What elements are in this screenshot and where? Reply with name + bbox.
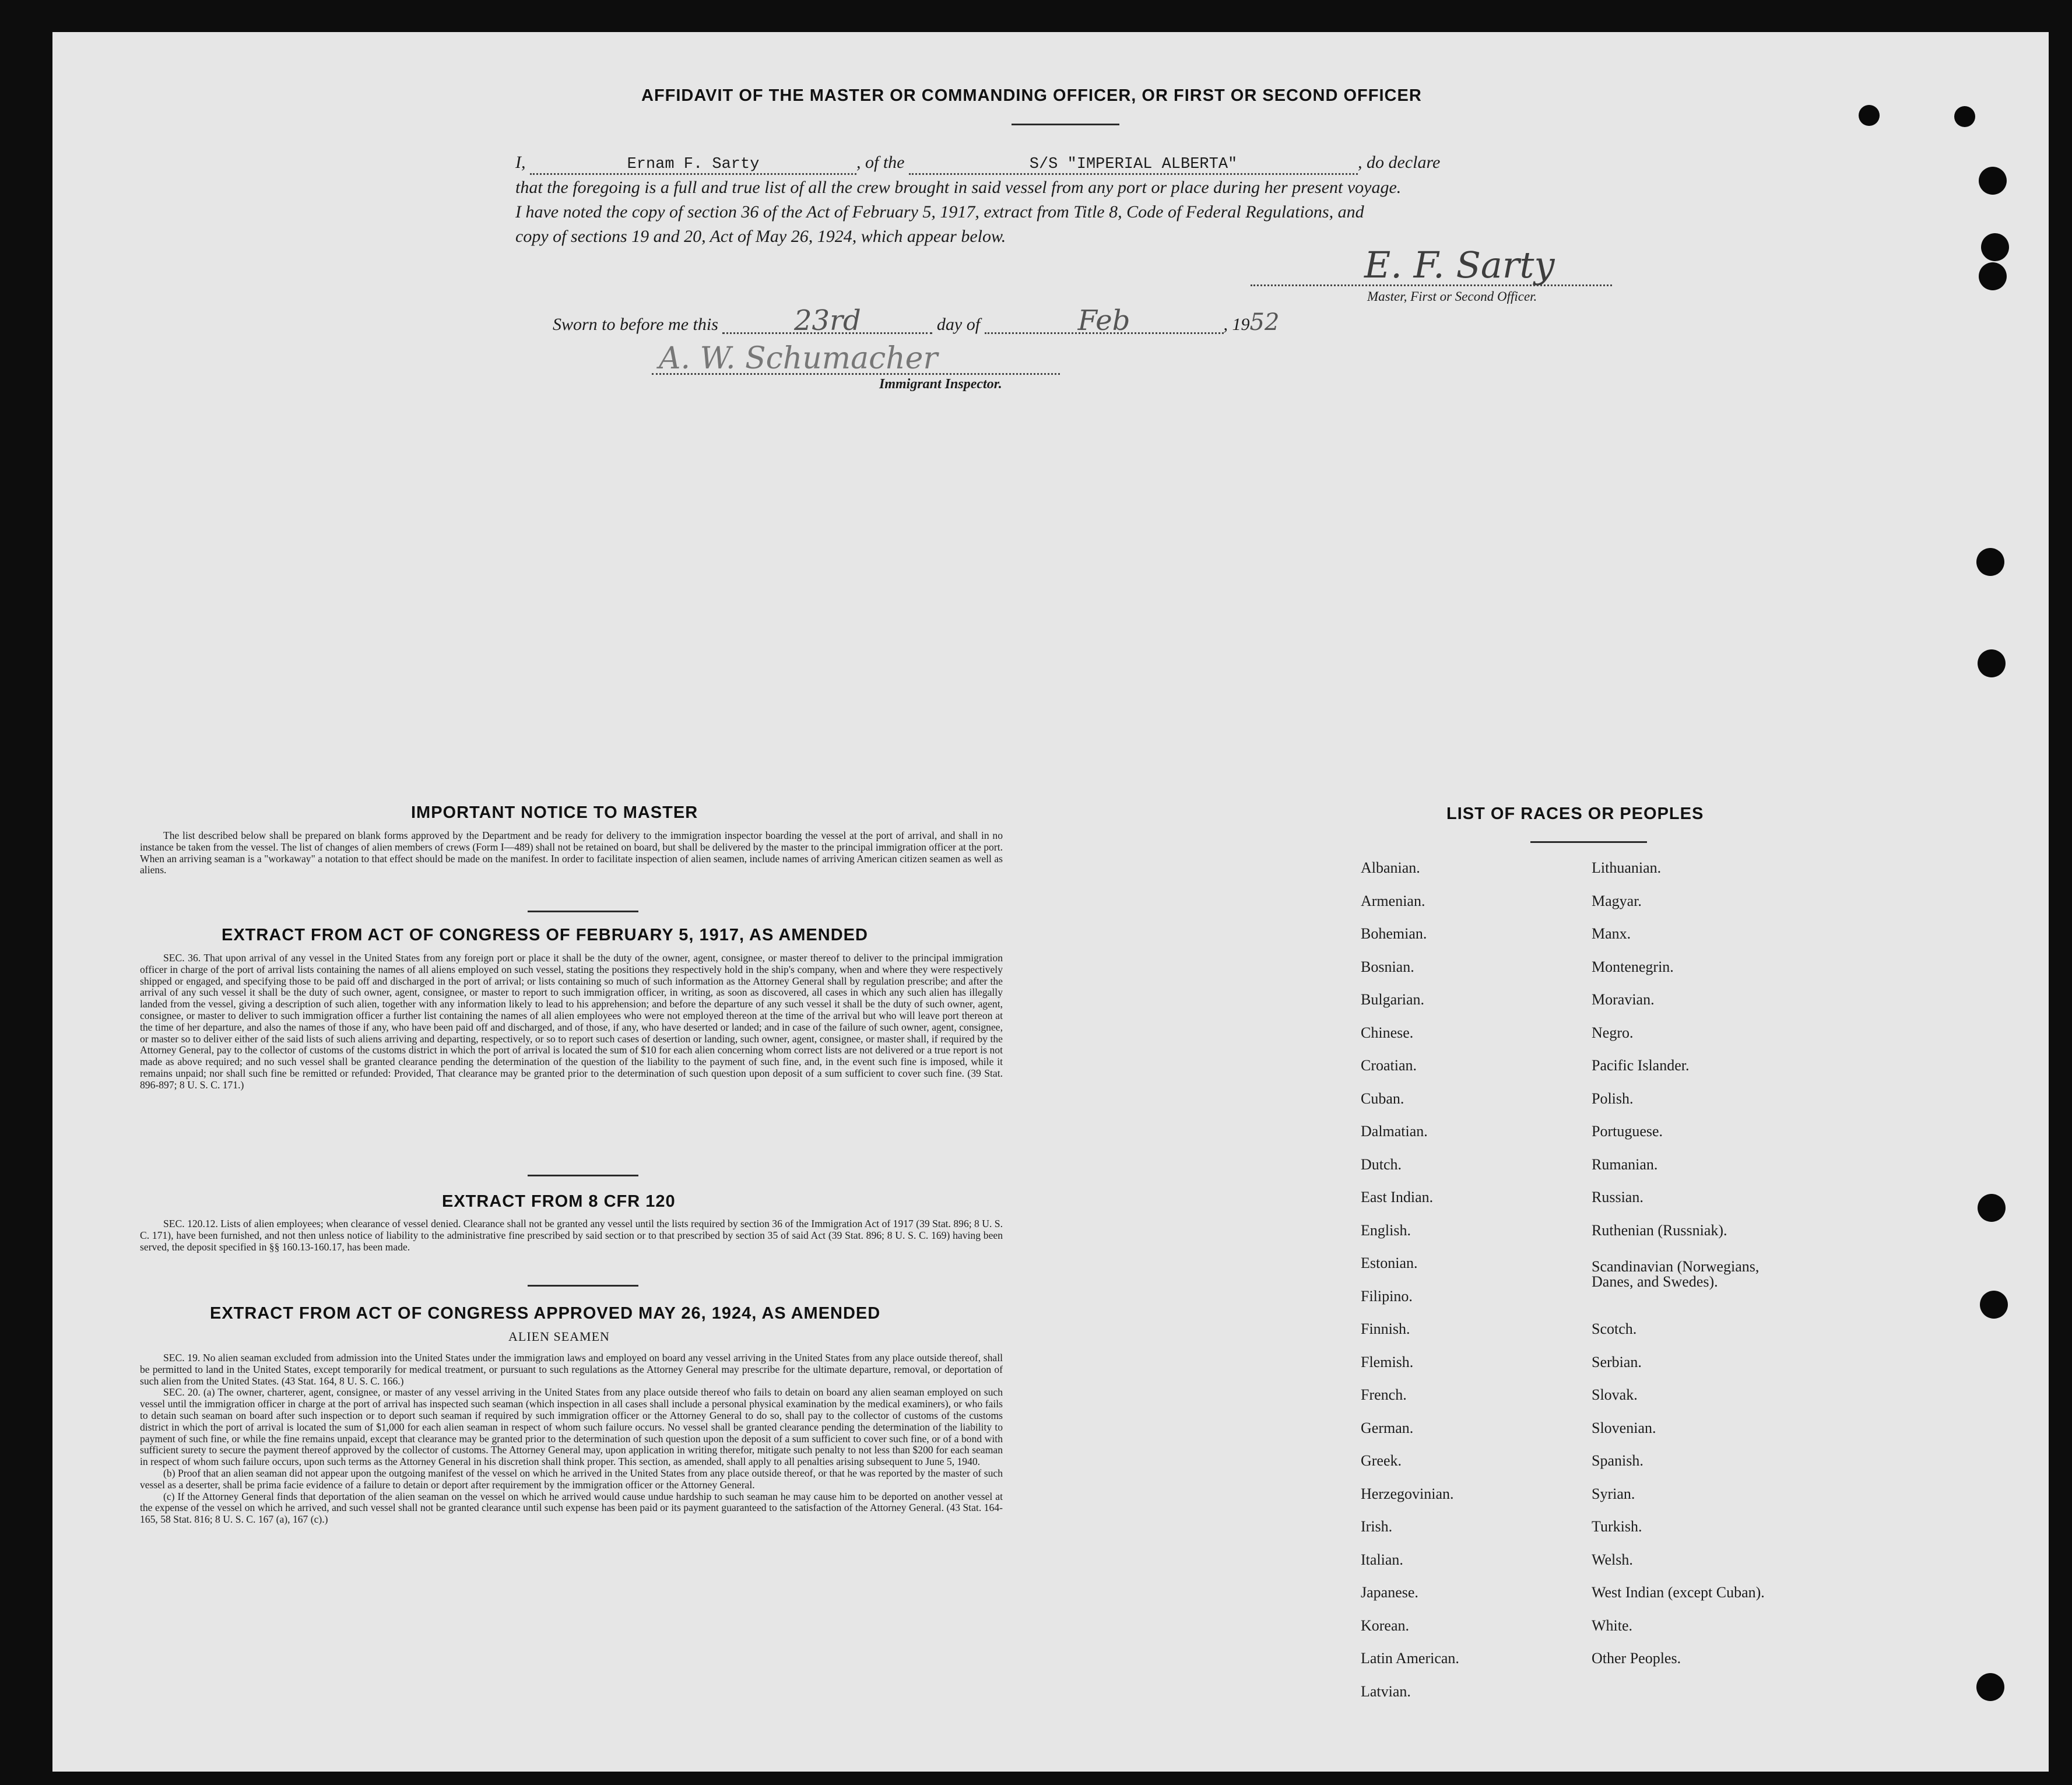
race-item: Bulgarian. bbox=[1361, 991, 1425, 1008]
master-signature: E. F. Sarty bbox=[1364, 244, 1555, 286]
race-item: Rumanian. bbox=[1592, 1155, 1658, 1173]
race-item: Spanish. bbox=[1592, 1452, 1643, 1469]
race-item: Herzegovinian. bbox=[1361, 1485, 1454, 1502]
do-declare-label: , do declare bbox=[1358, 153, 1441, 172]
affidavit-line-2: that the foregoing is a full and true list of all the crew brought in said vessel from any port or place during her present voyage. bbox=[515, 178, 1402, 197]
race-item: Latin American. bbox=[1361, 1650, 1459, 1667]
race-item: Dutch. bbox=[1361, 1155, 1402, 1173]
sec-20c: (c) If the Attorney General finds that deportation of the alien seaman on the vessel on which he arrived would cause undue hardship to such seaman he may cause him to be deported on another vessel at the expense of the vessel on which he arrived, and such vessel shall not be granted clearance until such expense has been paid or its payment guaranteed to the satisfaction of the Attorney General. (43 Stat. 164-165, 58 Stat. 816; 8 U. S. C. 167 (a), 167 (c).) bbox=[140, 1490, 1003, 1526]
extract-1924-text bbox=[140, 1352, 1003, 1526]
master-name-field: Ernam F. Sarty bbox=[530, 156, 856, 175]
race-item: Croatian. bbox=[1361, 1057, 1417, 1074]
divider bbox=[528, 1285, 638, 1287]
extract-1917-text: SEC. 36. That upon arrival of any vessel in the United States from any foreign port or place it shall be the duty of the owner, agent, consignee, or master thereof to deliver to the principal immigration officer in charge of the port of arrival lists containing the names of all aliens employed on such vessel, stating the positions they respectively hold in the ship's company, when and where they were respectively shipped or engaged, and specifying those to be paid off and discharged in the port of arrival; or lists containing so much of such information as the Attorney General shall by regulation prescribe; and after the arrival of any such vessel it shall be the duty of such owner, agent, consignee, or master to report to such immigration officer, in writing, as soon as discovered, all cases in which any such alien has illegally landed from the vessel, giving a description of such alien, together with any information likely to lead to his apprehension; and before the departure of any such vessel it shall be the duty of such owner, agent, consignee, or master to deliver to such immigration officer a further list containing the names of all alien employees who were not employed thereon at the time of the arrival but who will leave port thereon at the time of her departure, and also the names of those if any, who have been paid off and discharged, and of those, if any, who have deserted or landed; and in case of the failure of such owner, agent, consignee, or master so to deliver either of the said lists of such aliens arriving and departing, respectively, or so to report such cases of desertion or landing, such owner, agent, consignee, or master shall, if required by the Attorney General, pay to the collector of customs of the customs district in which the port of arrival is located the sum of $10 for each alien concerning whom correct lists are not delivered or a true report is not made as above required; and no such vessel shall be granted clearance pending the determination of the question of the liability to the payment of such fine, and, in the event such fine is imposed, while it remains unpaid; nor shall such fine be remitted or refunded: Provided, That clearance may be granted prior to the determination of such question upon deposit of a sum sufficient to cover such fine. (39 Stat. 896-897; 8 U. S. C. 171.) bbox=[140, 952, 1003, 1091]
race-item: West Indian (except Cuban). bbox=[1592, 1584, 1765, 1601]
sworn-day-field: 23rd bbox=[722, 309, 932, 334]
race-item: Cuban. bbox=[1361, 1090, 1404, 1107]
punch-hole bbox=[1954, 106, 1975, 127]
alien-seamen-subtitle: ALIEN SEAMEN bbox=[508, 1329, 610, 1344]
race-item: Polish. bbox=[1592, 1090, 1634, 1107]
inspector-signature-line bbox=[652, 373, 1060, 375]
affidavit-line-3: I have noted the copy of section 36 of the Act of February 5, 1917, extract from Title 8, Code of Federal Regulations, and bbox=[515, 202, 1364, 222]
race-item: Portuguese. bbox=[1592, 1123, 1663, 1140]
sworn-label: Sworn to before me this bbox=[553, 315, 718, 334]
race-item: White. bbox=[1592, 1617, 1633, 1634]
race-item: Danes, and Swedes). bbox=[1592, 1273, 1718, 1290]
inspector-caption: Immigrant Inspector. bbox=[879, 377, 1002, 392]
of-the-label: , of the bbox=[856, 153, 905, 172]
race-item: Syrian. bbox=[1592, 1485, 1635, 1502]
notice-text: The list described below shall be prepared on blank forms approved by the Department and be ready for delivery to the immigration inspector boarding the vessel at the port of arrival, and shall in no instance be taken from the vessel. The list of changes of alien members of crews (Form I—489) shall not be retained on board, but shall be delivered by the master to the principal immigration officer at the port. When an arriving seaman is a "workaway" a notation to that effect should be made on the manifest. In order to facilitate inspection of alien seamen, include names of arriving American citizen seamen as well as aliens. bbox=[140, 830, 1003, 876]
race-item: Finnish. bbox=[1361, 1320, 1410, 1337]
i-label: I, bbox=[515, 153, 526, 172]
master-caption: Master, First or Second Officer. bbox=[1367, 289, 1537, 304]
extract-1924-title: EXTRACT FROM ACT OF CONGRESS APPROVED MAY 26, 1924, AS AMENDED bbox=[210, 1304, 881, 1323]
day-of-label: day of bbox=[936, 315, 981, 334]
sworn-month-field: Feb bbox=[985, 309, 1224, 334]
race-item: Scandinavian (Norwegians, bbox=[1592, 1258, 1760, 1275]
cfr-text: SEC. 120.12. Lists of alien employees; when clearance of vessel denied. Clearance shall not be granted any vessel until the lists required by section 36 of the Immigration Act of 1917 (39 Stat. 896; 8 U. S. C. 171), have been furnished, and not then unless notice of liability to the administrative fine prescribed by said section or to that prescribed by section 35 of said Act (39 Stat. 896; 8 U. S. C. 169) having been served, the deposit specified in §§ 160.13-160.17, has been made. bbox=[140, 1218, 1003, 1253]
race-item: Chinese. bbox=[1361, 1024, 1414, 1041]
race-item: Albanian. bbox=[1361, 859, 1420, 876]
race-item: Korean. bbox=[1361, 1617, 1410, 1634]
race-item: Dalmatian. bbox=[1361, 1123, 1428, 1140]
race-item: Russian. bbox=[1592, 1189, 1643, 1206]
race-item: Turkish. bbox=[1592, 1518, 1642, 1535]
affidavit-line-1 bbox=[515, 153, 1440, 175]
race-item: Armenian. bbox=[1361, 892, 1425, 909]
race-item: Serbian. bbox=[1592, 1353, 1642, 1371]
punch-hole bbox=[1976, 1673, 2004, 1701]
race-item: French. bbox=[1361, 1386, 1407, 1403]
divider bbox=[528, 911, 638, 912]
inspector-signature: A. W. Schumacher bbox=[659, 341, 938, 376]
race-item: Filipino. bbox=[1361, 1287, 1413, 1305]
race-item: Flemish. bbox=[1361, 1353, 1414, 1371]
divider bbox=[528, 1175, 638, 1176]
divider bbox=[1012, 124, 1119, 125]
race-item: Greek. bbox=[1361, 1452, 1402, 1469]
punch-hole bbox=[1978, 1194, 2006, 1222]
notice-title: IMPORTANT NOTICE TO MASTER bbox=[411, 803, 698, 822]
race-item: Scotch. bbox=[1592, 1320, 1637, 1337]
punch-hole bbox=[1976, 548, 2004, 576]
race-item: Latvian. bbox=[1361, 1682, 1411, 1700]
sec-20a: SEC. 20. (a) The owner, charterer, agent, consignee, or master of any vessel arriving in the United States from any place outside thereof who fails to detain on board any alien seaman employed on such vessel until the immigration officer in charge at the port of arrival has inspected such seaman (which inspection in all cases shall include a personal physical examination by the medical examiners), or who fails to detain such seaman on board after such inspection or to deport such seaman if required by such immigration officer or the Attorney General to do so, shall pay to the collector of customs of the customs district in which the port of arrival is located the sum of $1,000 for each alien seaman in respect of whom such failure occurs. No vessel shall be granted clearance pending the determination of the liability to payment of such fine, or while the fine remains unpaid, except that clearance may be granted prior to the determination of such question upon the deposit of a sum sufficient to cover such fine, or of a bond with sufficient surety to secure the payment thereof approved by the collector of customs. The Attorney General may, upon application in writing therefor, mitigate such penalty to not less than $200 for each seaman in respect of whom such failure occurs, upon such terms as the Attorney General in his discretion shall think proper. This section, as amended, shall apply to all penalties arising subsequent to June 5, 1940. bbox=[140, 1386, 1003, 1468]
race-item: Slovak. bbox=[1592, 1386, 1638, 1403]
race-item: Magyar. bbox=[1592, 892, 1642, 909]
punch-hole bbox=[1980, 1291, 2008, 1319]
race-item: Bohemian. bbox=[1361, 925, 1427, 942]
year-prefix: , 19 bbox=[1223, 315, 1250, 334]
punch-hole bbox=[1978, 649, 2006, 677]
sec-20b: (b) Proof that an alien seaman did not appear upon the outgoing manifest of the vessel on which he arrived in the United States from any place outside thereof, or that he was reported by the master of such vessel as a deserter, shall be prima facie evidence of a failure to detain or deport after requirement by the immigration officer or the Attorney General. bbox=[140, 1467, 1003, 1491]
race-item: Ruthenian (Russniak). bbox=[1592, 1221, 1727, 1239]
race-item: Manx. bbox=[1592, 925, 1631, 942]
punch-hole bbox=[1979, 262, 2007, 290]
race-item: Estonian. bbox=[1361, 1255, 1418, 1271]
race-item: Negro. bbox=[1592, 1024, 1634, 1041]
race-item: English. bbox=[1361, 1221, 1411, 1239]
race-item: Italian. bbox=[1361, 1551, 1403, 1568]
master-signature-line bbox=[1251, 284, 1612, 286]
extract-1917-title: EXTRACT FROM ACT OF CONGRESS OF FEBRUARY 5, 1917, AS AMENDED bbox=[222, 926, 868, 944]
race-item: Japanese. bbox=[1361, 1584, 1418, 1601]
vessel-name-field: S/S "IMPERIAL ALBERTA" bbox=[909, 156, 1358, 175]
cfr-title: EXTRACT FROM 8 CFR 120 bbox=[442, 1192, 676, 1211]
affidavit-title: AFFIDAVIT OF THE MASTER OR COMMANDING OFFICER, OR FIRST OR SECOND OFFICER bbox=[641, 86, 1422, 105]
race-item: Lithuanian. bbox=[1592, 859, 1662, 876]
sworn-year-field: 52 bbox=[1249, 309, 1280, 336]
punch-hole bbox=[1859, 105, 1880, 126]
affidavit-line-4: copy of sections 19 and 20, Act of May 26, 1924, which appear below. bbox=[515, 227, 1006, 246]
race-item: German. bbox=[1361, 1419, 1414, 1436]
race-item: Moravian. bbox=[1592, 991, 1655, 1008]
race-item: Irish. bbox=[1361, 1518, 1393, 1535]
sec-19: SEC. 19. No alien seaman excluded from admission into the United States under the immigration laws and employed on board any vessel arriving in the United States from any place outside thereof, shall be permitted to land in the United States, except temporarily for medical treatment, or pursuant to such regulations as the Attorney General may prescribe for the ultimate departure, removal, or deportation of such alien from the United States. (43 Stat. 164, 8 U. S. C. 166.) bbox=[140, 1352, 1003, 1387]
race-item: Bosnian. bbox=[1361, 958, 1414, 975]
race-item: Pacific Islander. bbox=[1592, 1057, 1690, 1074]
punch-hole bbox=[1979, 167, 2007, 195]
divider bbox=[1530, 841, 1647, 843]
races-title: LIST OF RACES OR PEOPLES bbox=[1446, 804, 1704, 823]
race-item: Welsh. bbox=[1592, 1551, 1633, 1568]
race-item: Montenegrin. bbox=[1592, 958, 1674, 975]
race-item: Other Peoples. bbox=[1592, 1650, 1681, 1667]
sworn-line bbox=[553, 304, 1280, 337]
race-item: East Indian. bbox=[1361, 1189, 1434, 1206]
punch-hole bbox=[1981, 233, 2009, 261]
race-item: Slovenian. bbox=[1592, 1419, 1656, 1436]
